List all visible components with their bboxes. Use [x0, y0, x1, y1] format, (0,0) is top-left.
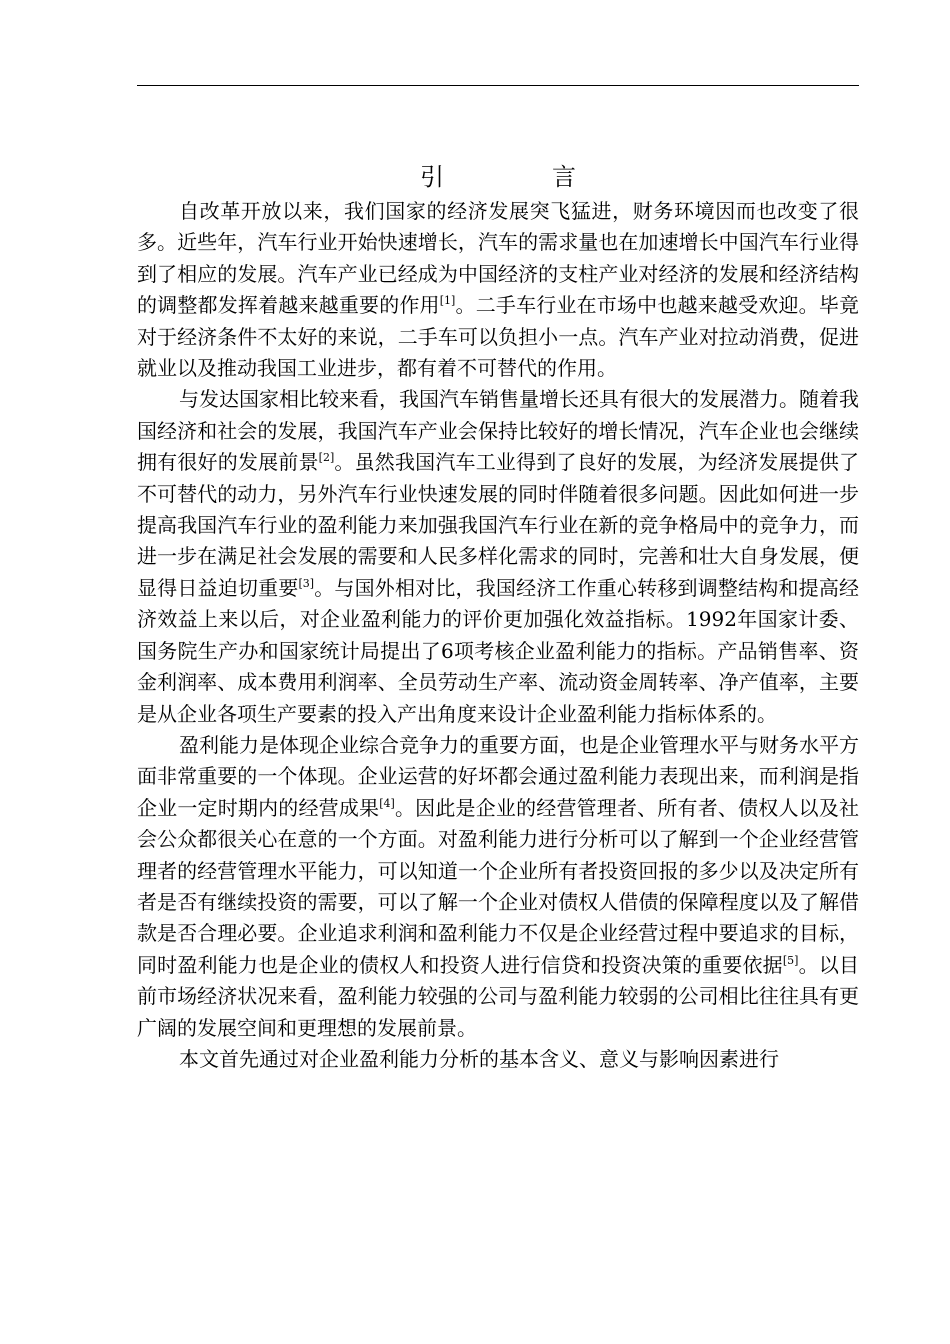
text-run: 与发达国家相比较来看，我国汽车销售量增长还具有很大的发展潜力。随着我国经济和社会的发展，我国汽车产业会保持比较好的增长情况，汽车企业也会继续拥有很好的发展前景 — [137, 387, 859, 475]
citation-ref: [4] — [379, 796, 395, 810]
text-run: 。因此是企业的经营管理者、所有者、债权人以及社会公众都很关心在意的一个方面。对盈利能力进行分析可以了解到一个企业经营管理者的经营管理水平能力，可以知道一个企业所有者投资回报的多少以及决定所有者是否有继续投资的需要，可以了解一个企业对债权人借债的保障程度以及了解借款是否合理必要。企业追求利润和盈利能力不仅是企业经营过程中要追求的目标，同时盈利能力也是企业的债权人和投资人进行信贷和投资决策的重要依据 — [137, 795, 860, 977]
paragraph-2 — [137, 384, 859, 729]
header-rule — [137, 85, 859, 86]
paragraph-4 — [137, 1044, 859, 1075]
citation-ref: [3] — [298, 576, 315, 590]
page-heading: 引 言 — [420, 163, 618, 191]
text-run: 盈利能力是体现企业综合竞争力的重要方面，也是企业管理水平与财务水平方面非常重要的一个体现。企业运营的好坏都会通过盈利能力表现出来，而利润是指企业一定时期内的经营成果 — [137, 732, 859, 820]
text-run: 。虽然我国汽车工业得到了良好的发展，为经济发展提供了不可替代的动力，另外汽车行业快速发展的同时伴随着很多问题。因此如何进一步提高我国汽车行业的盈利能力来加强我国汽车行业在新的竞争格局中的竞争力，而进一步在满足社会发展的需要和人民多样化需求的同时，完善和壮大自身发展，便显得日益迫切重要 — [137, 450, 860, 600]
body-text — [137, 196, 859, 1075]
text-run: 自改革开放以来，我们国家的经济发展突飞猛进，财务环境因而也改变了很多。近些年，汽车行业开始快速增长，汽车的需求量也在加速增长中国汽车行业得到了相应的发展。汽车产业已经成为中国经济的支柱产业对经济的发展和经济结构的调整都发挥着越来越重要的作用 — [137, 199, 859, 318]
paragraph-1 — [137, 196, 859, 384]
citation-ref: [5] — [782, 953, 799, 967]
text-run: 。与国外相对比，我国经济工作重心转移到调整结构和提高经济效益上来以后，对企业盈利能力的评价更加强化效益指标。1992年国家计委、国务院生产办和国家统计局提出了6项考核企业盈利能力的指标。产品销售率、资金利润率、成本费用利润率、全员劳动生产率、流动资金周转率、净产值率，主要是从企业各项生产要素的投入产出角度来设计企业盈利能力指标体系的。 — [137, 575, 860, 726]
text-run: 本文首先通过对企业盈利能力分析的基本含义、意义与影响因素进行 — [179, 1046, 779, 1071]
paragraph-3 — [137, 730, 859, 1044]
text-run: 。以目前市场经济状况来看，盈利能力较强的公司与盈利能力较弱的公司相比往往具有更广阔的发展空间和更理想的发展前景。 — [137, 952, 860, 1040]
text-run: 。二手车行业在市场中也越来越受欢迎。毕竟对于经济条件不太好的来说，二手车可以负担小一点。汽车产业对拉动消费，促进就业以及推动我国工业进步，都有着不可替代的作用。 — [137, 293, 860, 381]
citation-ref: [1] — [439, 294, 456, 308]
citation-ref: [2] — [318, 451, 335, 465]
